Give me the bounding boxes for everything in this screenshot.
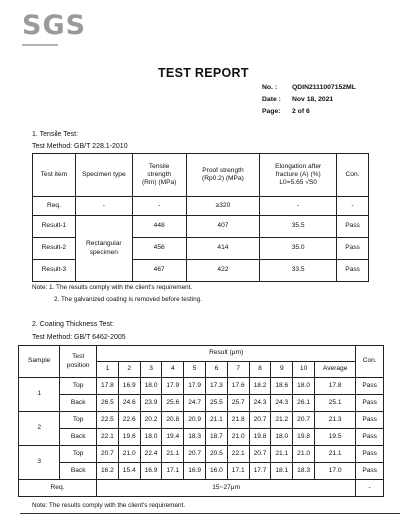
report-page: [262, 108, 310, 115]
thickness-value: 17.9: [162, 378, 184, 395]
header-result-10: 10: [293, 362, 315, 378]
result-elong: 35.5: [260, 216, 337, 238]
header-elong-l1: Elongation after: [275, 162, 322, 170]
coating-heading: 2. Coating Thickness Test:: [32, 321, 114, 328]
thickness-value: 18.0: [140, 378, 162, 395]
coating-req-con: -: [356, 480, 384, 497]
thickness-value: 17.9: [184, 378, 206, 395]
result-strength: 467: [132, 260, 186, 282]
coating-table: [18, 345, 384, 497]
tensile-header-row: [33, 154, 369, 197]
header-tensile-strength: [132, 154, 186, 197]
conclusion: Pass: [356, 446, 384, 463]
table-row: [19, 463, 384, 480]
thickness-value: 20.2: [140, 412, 162, 429]
result-proof: 407: [186, 216, 260, 238]
result-strength: 448: [132, 216, 186, 238]
header-result-5: 5: [184, 362, 206, 378]
conclusion: Pass: [356, 412, 384, 429]
test-position: Top: [60, 378, 97, 395]
header-elong-l2: fracture (A) (%): [275, 170, 321, 178]
header-result-2: 2: [118, 362, 140, 378]
header-result-3: 3: [140, 362, 162, 378]
header-tensile-l3: (Rm) (MPa): [141, 179, 177, 187]
result-con: Pass: [337, 216, 369, 238]
footer-divider: [20, 513, 400, 514]
thickness-value: 21.1: [162, 446, 184, 463]
thickness-value: 20.8: [162, 412, 184, 429]
thickness-value: 20.7: [249, 412, 271, 429]
thickness-value: 17.8: [97, 378, 119, 395]
tensile-table: [32, 153, 369, 282]
coating-method: Test Method: GB/T 6462-2005: [32, 334, 126, 341]
sgs-logo: SGS: [22, 10, 87, 41]
report-number-label: No. :: [262, 84, 278, 91]
thickness-value: 19.8: [249, 429, 271, 446]
thickness-value: 19.6: [118, 429, 140, 446]
header-position-l1: Test: [72, 353, 85, 361]
thickness-value: 17.1: [227, 463, 249, 480]
thickness-value: 20.9: [184, 412, 206, 429]
thickness-value: 22.5: [97, 412, 119, 429]
coating-req-row: [19, 480, 384, 497]
thickness-value: 20.7: [249, 446, 271, 463]
result-con: Pass: [337, 238, 369, 260]
tensile-req-row: [33, 197, 369, 216]
report-title: TEST REPORT: [158, 66, 249, 80]
thickness-value: 26.5: [97, 395, 119, 412]
header-result: Result (μm): [97, 346, 356, 362]
sample-id: 2: [19, 412, 60, 446]
header-result-6: 6: [206, 362, 228, 378]
thickness-value: 25.5: [206, 395, 228, 412]
report-page-label: Page:: [262, 108, 281, 115]
header-result-4: 4: [162, 362, 184, 378]
thickness-value: 21.1: [271, 446, 293, 463]
header-average: Average: [315, 362, 356, 378]
result-proof: 414: [186, 238, 260, 260]
table-row: [19, 446, 384, 463]
average-value: 19.5: [315, 429, 356, 446]
average-value: 21.1: [315, 446, 356, 463]
thickness-value: 21.2: [271, 412, 293, 429]
thickness-value: 15.4: [118, 463, 140, 480]
req-con: -: [337, 197, 369, 216]
thickness-value: 16.9: [118, 378, 140, 395]
thickness-value: 18.0: [140, 429, 162, 446]
header-result-7: 7: [227, 362, 249, 378]
report-number: [262, 84, 356, 91]
header-sample: Sample: [19, 346, 60, 378]
thickness-value: 17.3: [206, 378, 228, 395]
conclusion: Pass: [356, 429, 384, 446]
thickness-value: 16.9: [184, 463, 206, 480]
thickness-value: 20.7: [293, 412, 315, 429]
report-page-value: 2 of 6: [292, 108, 310, 115]
table-row: [19, 429, 384, 446]
report-date-label: Date :: [262, 96, 281, 103]
thickness-value: 21.8: [227, 412, 249, 429]
thickness-value: 17.7: [249, 463, 271, 480]
report-date-value: Nov 18, 2021: [292, 96, 334, 103]
thickness-value: 22.6: [118, 412, 140, 429]
result-item: Result-3: [33, 260, 76, 282]
header-con: Con.: [337, 154, 369, 197]
thickness-value: 21.1: [206, 412, 228, 429]
thickness-value: 19.4: [162, 429, 184, 446]
header-result-8: 8: [249, 362, 271, 378]
thickness-value: 18.0: [293, 378, 315, 395]
thickness-value: 18.0: [271, 429, 293, 446]
tensile-note-2: 2. The galvanized coating is removed before testing.: [54, 296, 203, 303]
coating-header-row: [19, 346, 384, 362]
req-specimen: -: [75, 197, 132, 216]
thickness-value: 20.5: [206, 446, 228, 463]
average-value: 21.3: [315, 412, 356, 429]
header-elongation: [260, 154, 337, 197]
header-proof-l2: (Rp0.2) (MPa): [202, 175, 244, 182]
thickness-value: 16.2: [97, 463, 119, 480]
header-test-position: [60, 346, 97, 378]
thickness-value: 22.4: [140, 446, 162, 463]
thickness-value: 21.0: [227, 429, 249, 446]
thickness-value: 19.8: [293, 429, 315, 446]
thickness-value: 18.7: [206, 429, 228, 446]
thickness-value: 21.0: [293, 446, 315, 463]
result-con: Pass: [337, 260, 369, 282]
sample-id: 3: [19, 446, 60, 480]
thickness-value: 18.3: [293, 463, 315, 480]
req-item: Req.: [33, 197, 76, 216]
test-position: Back: [60, 429, 97, 446]
report-number-value: QDIN2111007152ML: [292, 84, 356, 91]
thickness-value: 25.7: [227, 395, 249, 412]
header-specimen-type: Specimen type: [75, 154, 132, 197]
req-elong: -: [260, 197, 337, 216]
table-row: [19, 395, 384, 412]
specimen-type-l1: Rectangular: [86, 240, 122, 248]
coating-req-value: 15~27μm: [97, 480, 356, 497]
table-row: [19, 378, 384, 395]
req-proof: ≥320: [186, 197, 260, 216]
thickness-value: 24.3: [271, 395, 293, 412]
result-proof: 422: [186, 260, 260, 282]
result-elong: 35.0: [260, 238, 337, 260]
header-result-9: 9: [271, 362, 293, 378]
test-position: Top: [60, 446, 97, 463]
thickness-value: 24.6: [118, 395, 140, 412]
thickness-value: 18.1: [271, 463, 293, 480]
result-elong: 33.5: [260, 260, 337, 282]
test-position: Back: [60, 463, 97, 480]
thickness-value: 22.1: [97, 429, 119, 446]
conclusion: Pass: [356, 378, 384, 395]
thickness-value: 20.7: [184, 446, 206, 463]
sample-id: 1: [19, 378, 60, 412]
result-item: Result-2: [33, 238, 76, 260]
average-value: 17.0: [315, 463, 356, 480]
thickness-value: 25.6: [162, 395, 184, 412]
header-elong-l3: L0=5.65 √S0: [279, 179, 317, 187]
report-date: [262, 96, 333, 103]
average-value: 25.1: [315, 395, 356, 412]
thickness-value: 24.7: [184, 395, 206, 412]
thickness-value: 18.3: [184, 429, 206, 446]
conclusion: Pass: [356, 463, 384, 480]
thickness-value: 17.6: [227, 378, 249, 395]
thickness-value: 18.2: [249, 378, 271, 395]
thickness-value: 17.1: [162, 463, 184, 480]
coating-note: Note: The results comply with the client's requirement.: [32, 502, 186, 509]
result-strength: 456: [132, 238, 186, 260]
test-position: Top: [60, 412, 97, 429]
thickness-value: 20.7: [97, 446, 119, 463]
header-result-1: 1: [97, 362, 119, 378]
result-item: Result-1: [33, 216, 76, 238]
table-row: [33, 216, 369, 238]
header-tensile-l2: strength: [147, 170, 172, 178]
thickness-value: 18.6: [271, 378, 293, 395]
req-strength: -: [132, 197, 186, 216]
header-proof-l1: Proof strength: [202, 166, 244, 174]
thickness-value: 24.3: [249, 395, 271, 412]
coating-req-label: Req.: [19, 480, 97, 497]
header-tensile-l1: Tensile: [148, 162, 170, 170]
thickness-value: 16.9: [140, 463, 162, 480]
tensile-method: Test Method: GB/T 228.1-2010: [32, 143, 128, 150]
thickness-value: 21.0: [118, 446, 140, 463]
specimen-type-l2: specimen: [89, 248, 118, 256]
thickness-value: 16.0: [206, 463, 228, 480]
thickness-value: 22.1: [227, 446, 249, 463]
header-position-l2: position: [66, 361, 90, 369]
thickness-value: 26.1: [293, 395, 315, 412]
specimen-type-cell: [75, 216, 132, 282]
test-position: Back: [60, 395, 97, 412]
thickness-value: 23.9: [140, 395, 162, 412]
tensile-note-1: Note: 1. The results comply with the client's requirement.: [32, 284, 193, 291]
conclusion: Pass: [356, 395, 384, 412]
header-coating-con: Con.: [356, 346, 384, 378]
header-proof-strength: [186, 154, 260, 197]
header-test-item: Test item: [33, 154, 76, 197]
logo-underline: [22, 44, 58, 46]
table-row: [19, 412, 384, 429]
average-value: 17.8: [315, 378, 356, 395]
tensile-heading: 1. Tensile Test:: [32, 131, 79, 138]
